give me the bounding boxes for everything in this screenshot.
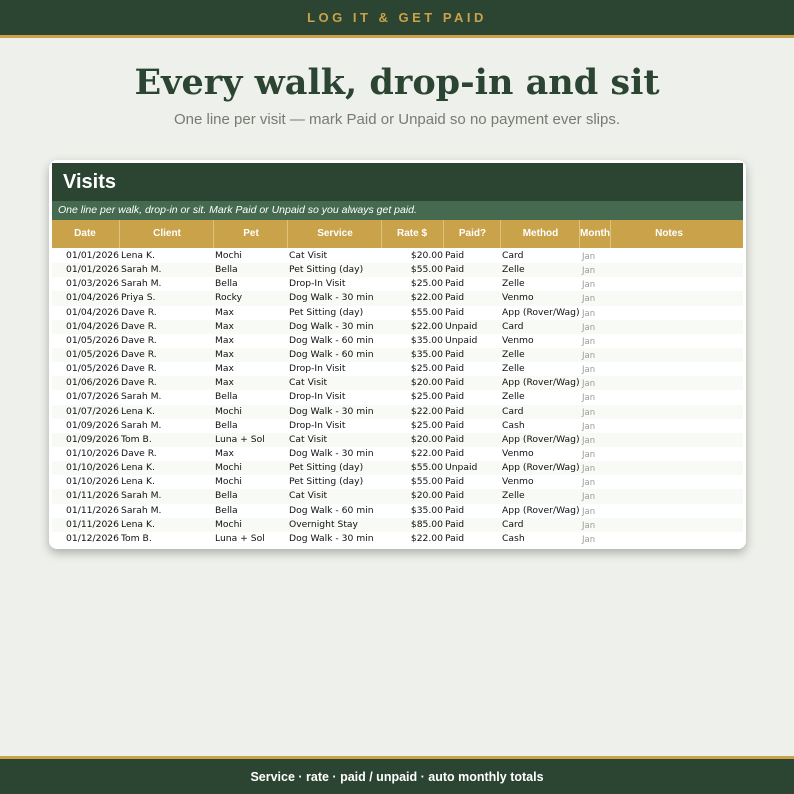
method-cell[interactable]: App (Rover/Wag) [502,462,580,474]
footer-text: Service · rate · paid / unpaid · auto monthly totals [250,769,544,784]
pet-cell[interactable]: Bella [215,490,238,502]
notes-cell[interactable] [627,504,743,518]
notes-cell[interactable] [627,461,743,475]
service-cell[interactable]: Dog Walk - 30 min [289,405,374,417]
client-cell[interactable]: Lena K. [121,250,155,261]
rate-cell[interactable]: $20.00 [410,433,443,445]
client-cell[interactable]: Dave R. [121,320,157,332]
paid-cell[interactable]: Paid [445,476,465,488]
service-cell[interactable]: Pet Sitting (day) [289,264,364,276]
pet-cell[interactable]: Mochi [215,250,242,261]
client-cell[interactable]: Lena K. [121,405,155,417]
method-cell[interactable]: App (Rover/Wag) [502,377,580,389]
paid-cell[interactable]: Paid [445,306,465,318]
service-cell[interactable]: Dog Walk - 60 min [289,504,374,516]
table-row [52,447,743,461]
rate-cell[interactable]: $22.00 [410,292,443,304]
table-row [52,419,743,433]
sheet-subtitle: One line per walk, drop-in or sit. Mark Paid or Unpaid so you always get paid. [52,201,743,220]
paid-cell[interactable]: Paid [445,447,465,459]
paid-cell[interactable]: Paid [445,532,465,544]
service-cell[interactable]: Cat Visit [289,433,328,445]
table-row [52,405,743,419]
notes-cell[interactable] [627,291,743,305]
rate-cell[interactable]: $55.00 [410,306,443,318]
date-cell[interactable]: 01/04/2026 [66,320,119,332]
notes-cell[interactable] [627,277,743,291]
method-cell[interactable]: App (Rover/Wag) [502,433,580,445]
notes-cell[interactable] [627,320,743,334]
date-cell[interactable]: 01/01/2026 [66,264,119,276]
month-cell[interactable]: Jan [582,365,596,376]
month-cell[interactable]: Jan [582,350,596,361]
pet-cell[interactable]: Max [215,348,234,360]
method-cell[interactable]: Venmo [502,447,534,459]
method-cell[interactable]: App (Rover/Wag) [502,306,580,318]
column-header-date[interactable]: Date [52,220,120,248]
table-row [52,263,743,277]
pet-cell[interactable]: Bella [215,419,238,431]
rate-cell[interactable]: $35.00 [410,504,443,516]
service-cell[interactable]: Drop-In Visit [289,419,346,431]
notes-cell[interactable] [627,334,743,348]
method-cell[interactable]: Zelle [502,348,525,360]
rate-cell[interactable]: $35.00 [410,334,443,346]
notes-cell[interactable] [627,348,743,362]
paid-cell[interactable]: Paid [445,504,465,516]
rate-cell[interactable]: $25.00 [410,278,443,290]
paid-cell[interactable]: Paid [445,278,465,290]
pet-cell[interactable]: Bella [215,504,238,516]
pet-cell[interactable]: Max [215,377,234,389]
table-row [52,489,743,503]
service-cell[interactable]: Dog Walk - 30 min [289,292,374,304]
notes-cell[interactable] [627,405,743,419]
month-cell[interactable]: Jan [582,506,596,517]
month-cell[interactable]: Jan [582,379,596,390]
pet-cell[interactable]: Bella [215,264,238,276]
table-row [52,348,743,362]
pet-cell[interactable]: Max [215,363,234,375]
pet-cell[interactable]: Max [215,334,234,346]
rate-cell[interactable]: $85.00 [410,518,443,530]
date-cell[interactable]: 01/10/2026 [66,447,119,459]
column-header-paid[interactable]: Paid? [444,220,501,248]
date-cell[interactable]: 01/05/2026 [66,334,119,346]
method-cell[interactable]: Cash [502,532,525,544]
rate-cell[interactable]: $35.00 [410,348,443,360]
date-cell[interactable]: 01/10/2026 [66,476,119,488]
table-row [52,532,743,546]
method-cell[interactable]: Venmo [502,334,534,346]
notes-cell[interactable] [627,489,743,503]
pet-cell[interactable]: Rocky [215,292,243,304]
table-row [52,306,743,320]
notes-cell[interactable] [627,419,743,433]
method-cell[interactable]: Cash [502,419,525,431]
service-cell[interactable]: Pet Sitting (day) [289,306,364,318]
date-cell[interactable]: 01/05/2026 [66,348,119,360]
service-cell[interactable]: Cat Visit [289,490,328,502]
sheet-title: Visits [52,163,743,201]
notes-cell[interactable] [627,263,743,277]
month-cell[interactable]: Jan [582,534,596,545]
month-cell[interactable]: Jan [582,308,596,319]
client-cell[interactable]: Sarah M. [121,490,162,502]
paid-cell[interactable]: Paid [445,377,465,389]
date-cell[interactable]: 01/01/2026 [66,250,119,261]
service-cell[interactable]: Dog Walk - 60 min [289,348,374,360]
month-cell[interactable]: Jan [582,407,596,418]
client-cell[interactable]: Tom B. [121,433,152,445]
bottom-banner [0,756,794,794]
rate-cell[interactable]: $20.00 [410,490,443,502]
client-cell[interactable]: Lena K. [121,476,155,488]
date-cell[interactable]: 01/09/2026 [66,419,119,431]
rate-cell[interactable]: $22.00 [410,405,443,417]
paid-cell[interactable]: Paid [445,348,465,360]
service-cell[interactable]: Dog Walk - 60 min [289,334,374,346]
pet-cell[interactable]: Mochi [215,462,242,474]
table-row [52,475,743,489]
pet-cell[interactable]: Bella [215,278,238,290]
service-cell[interactable]: Drop-In Visit [289,278,346,290]
month-cell[interactable]: Jan [582,294,596,305]
top-banner [0,0,794,38]
table-row [52,461,743,475]
paid-cell[interactable]: Paid [445,264,465,276]
method-cell[interactable]: Card [502,250,524,261]
notes-cell[interactable] [627,433,743,447]
rate-cell[interactable]: $55.00 [410,476,443,488]
method-cell[interactable]: Zelle [502,363,525,375]
table-header [52,220,743,248]
paid-cell[interactable]: Paid [445,292,465,304]
rate-cell[interactable]: $55.00 [410,462,443,474]
client-cell[interactable]: Lena K. [121,518,155,530]
notes-cell[interactable] [627,376,743,390]
service-cell[interactable]: Pet Sitting (day) [289,462,364,474]
client-cell[interactable]: Dave R. [121,348,157,360]
date-cell[interactable]: 01/09/2026 [66,433,119,445]
table-row [52,249,743,263]
service-cell[interactable]: Dog Walk - 30 min [289,532,374,544]
client-cell[interactable]: Dave R. [121,447,157,459]
paid-cell[interactable]: Paid [445,363,465,375]
month-cell[interactable]: Jan [582,322,596,333]
client-cell[interactable]: Priya S. [121,292,156,304]
notes-cell[interactable] [627,475,743,489]
column-header-method[interactable]: Method [501,220,580,248]
service-cell[interactable]: Drop-In Visit [289,363,346,375]
client-cell[interactable]: Sarah M. [121,419,162,431]
table-row [52,362,743,376]
pet-cell[interactable]: Luna + Sol [215,532,265,544]
banner-text: LOG IT & GET PAID [307,10,487,25]
date-cell[interactable]: 01/11/2026 [66,490,119,502]
date-cell[interactable]: 01/03/2026 [66,278,119,290]
month-cell[interactable]: Jan [582,252,596,262]
pet-cell[interactable]: Max [215,447,234,459]
notes-cell[interactable] [627,447,743,461]
spreadsheet-card [49,160,746,549]
page-subheadline: One line per visit — mark Paid or Unpaid so no payment ever slips. [173,111,621,128]
service-cell[interactable]: Overnight Stay [289,518,358,530]
date-cell[interactable]: 01/04/2026 [66,306,119,318]
method-cell[interactable]: App (Rover/Wag) [502,504,580,516]
service-cell[interactable]: Cat Visit [289,377,328,389]
pet-cell[interactable]: Max [215,320,234,332]
method-cell[interactable]: Card [502,405,524,417]
paid-cell[interactable]: Paid [445,490,465,502]
pet-cell[interactable]: Bella [215,391,238,403]
method-cell[interactable]: Card [502,518,524,530]
paid-cell[interactable]: Paid [445,433,465,445]
month-cell[interactable]: Jan [582,421,596,432]
date-cell[interactable]: 01/04/2026 [66,292,119,304]
rate-cell[interactable]: $22.00 [410,320,443,332]
paid-cell[interactable]: Unpaid [445,334,478,346]
date-cell[interactable]: 01/07/2026 [66,405,119,417]
client-cell[interactable]: Sarah M. [121,504,162,516]
paid-cell[interactable]: Paid [445,250,465,261]
column-header-service[interactable]: Service [288,220,382,248]
rate-cell[interactable]: $25.00 [410,419,443,431]
column-header-notes[interactable]: Notes [655,228,683,239]
rate-cell[interactable]: $55.00 [410,264,443,276]
notes-cell[interactable] [627,518,743,532]
table-body [52,249,743,546]
page-headline: Every walk, drop-in and sit [134,62,660,103]
date-cell[interactable]: 01/12/2026 [66,532,119,544]
service-cell[interactable]: Pet Sitting (day) [289,476,364,488]
date-cell[interactable]: 01/10/2026 [66,462,119,474]
column-header-client[interactable]: Client [120,220,214,248]
month-cell[interactable]: Jan [582,449,596,460]
table-row [52,334,743,348]
month-cell[interactable]: Jan [582,520,596,531]
paid-cell[interactable]: Paid [445,518,465,530]
table-row [52,433,743,447]
paid-cell[interactable]: Paid [445,405,465,417]
pet-cell[interactable]: Luna + Sol [215,433,265,445]
table-row [52,376,743,390]
method-cell[interactable]: Venmo [502,476,534,488]
client-cell[interactable]: Dave R. [121,306,157,318]
month-cell[interactable]: Jan [582,266,596,277]
rate-cell[interactable]: $22.00 [410,447,443,459]
client-cell[interactable]: Tom B. [121,532,152,544]
table-row [52,291,743,305]
date-cell[interactable]: 01/07/2026 [66,391,119,403]
paid-cell[interactable]: Paid [445,391,465,403]
client-cell[interactable]: Sarah M. [121,391,162,403]
month-cell[interactable]: Jan [582,393,596,404]
pet-cell[interactable]: Mochi [215,405,242,417]
notes-cell[interactable] [627,362,743,376]
client-cell[interactable]: Lena K. [121,462,155,474]
date-cell[interactable]: 01/06/2026 [66,377,119,389]
column-header-rate[interactable]: Rate $ [382,220,444,248]
date-cell[interactable]: 01/05/2026 [66,363,119,375]
month-cell[interactable]: Jan [582,435,596,446]
service-cell[interactable]: Dog Walk - 30 min [289,320,374,332]
method-cell[interactable]: Card [502,320,524,332]
month-cell[interactable]: Jan [582,464,596,475]
table-row [52,277,743,291]
client-cell[interactable]: Sarah M. [121,278,162,290]
method-cell[interactable]: Zelle [502,490,525,502]
table-row [52,320,743,334]
method-cell[interactable]: Zelle [502,391,525,403]
notes-cell[interactable] [627,390,743,404]
notes-cell[interactable] [627,306,743,320]
notes-cell[interactable] [627,532,743,546]
rate-cell[interactable]: $20.00 [410,250,443,261]
method-cell[interactable]: Zelle [502,264,525,276]
paid-cell[interactable]: Unpaid [445,462,478,474]
rate-cell[interactable]: $25.00 [410,363,443,375]
notes-cell[interactable] [627,249,743,263]
month-cell[interactable]: Jan [582,336,596,347]
table-row [52,504,743,518]
rate-cell[interactable]: $20.00 [410,377,443,389]
method-cell[interactable]: Zelle [502,278,525,290]
paid-cell[interactable]: Unpaid [445,320,478,332]
date-cell[interactable]: 01/11/2026 [66,504,119,516]
service-cell[interactable]: Cat Visit [289,250,328,261]
client-cell[interactable]: Dave R. [121,363,157,375]
date-cell[interactable]: 01/11/2026 [66,518,119,530]
client-cell[interactable]: Dave R. [121,334,157,346]
rate-cell[interactable]: $25.00 [410,391,443,403]
method-cell[interactable]: Venmo [502,292,534,304]
column-header-pet[interactable]: Pet [214,220,288,248]
client-cell[interactable]: Dave R. [121,377,157,389]
pet-cell[interactable]: Mochi [215,518,242,530]
service-cell[interactable]: Drop-In Visit [289,391,346,403]
paid-cell[interactable]: Paid [445,419,465,431]
month-cell[interactable]: Jan [582,492,596,503]
pet-cell[interactable]: Mochi [215,476,242,488]
client-cell[interactable]: Sarah M. [121,264,162,276]
pet-cell[interactable]: Max [215,306,234,318]
column-header-month[interactable]: Month [580,220,611,248]
service-cell[interactable]: Dog Walk - 30 min [289,447,374,459]
rate-cell[interactable]: $22.00 [410,532,443,544]
month-cell[interactable]: Jan [582,478,596,489]
table-row [52,518,743,532]
table-row [52,390,743,404]
month-cell[interactable]: Jan [582,280,596,291]
